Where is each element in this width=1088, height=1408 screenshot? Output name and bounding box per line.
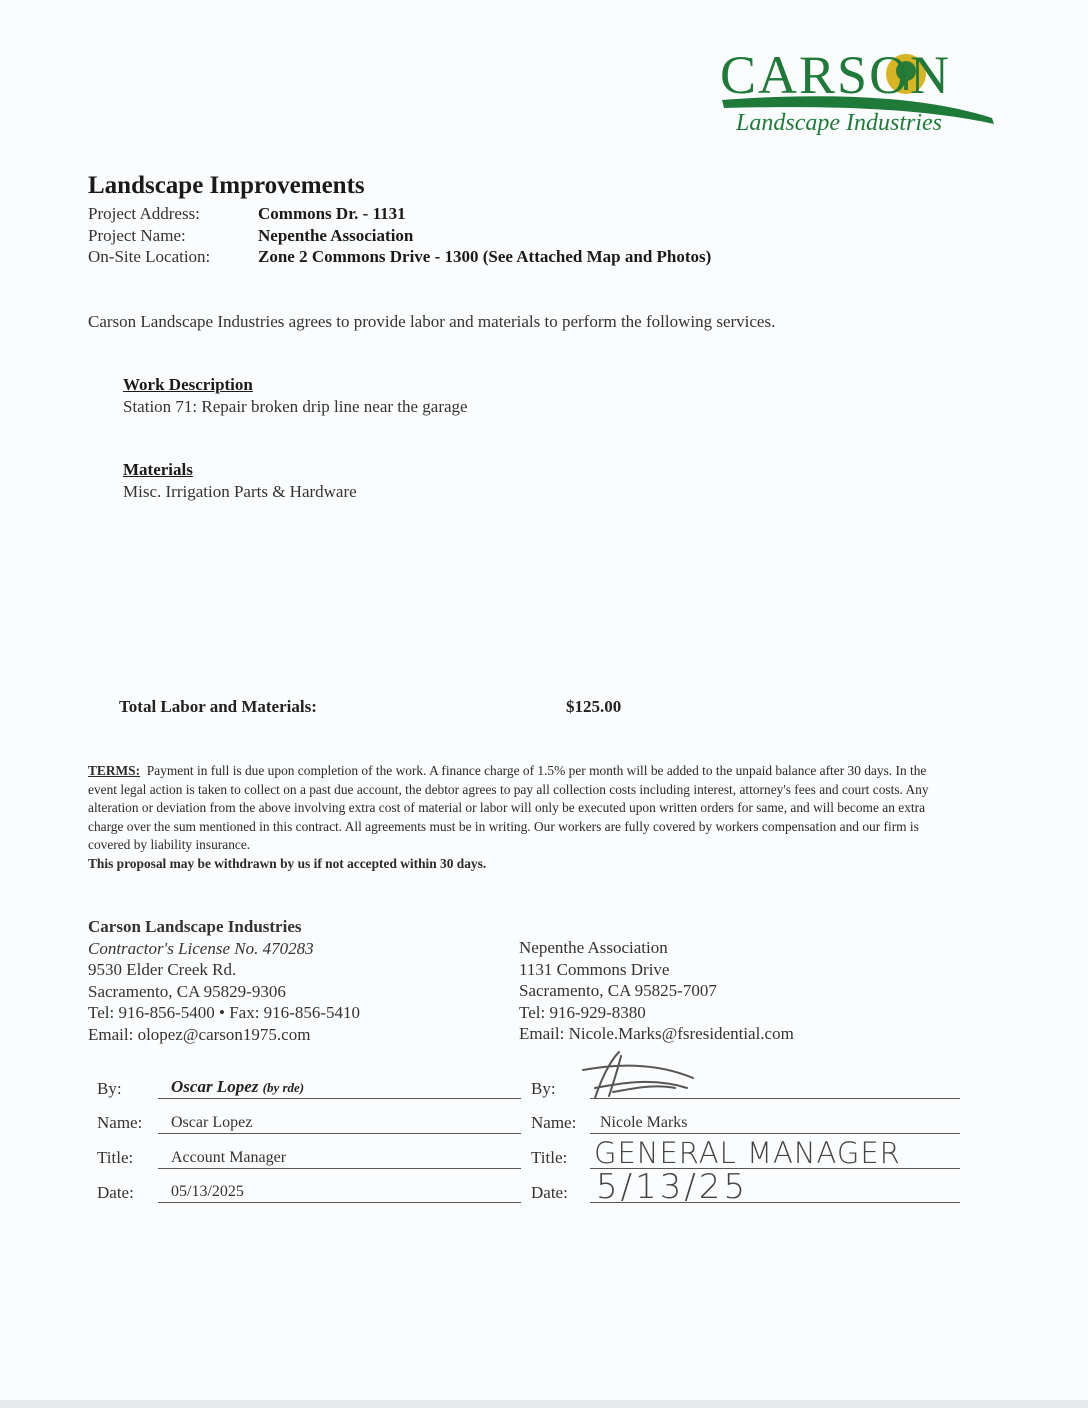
contractor-city: Sacramento, CA 95829-9306 xyxy=(88,981,286,1001)
client-company: Nepenthe Association xyxy=(519,938,668,957)
contractor-name-line xyxy=(158,1133,521,1134)
client-date-line xyxy=(590,1202,960,1203)
client-signature-scribble xyxy=(575,1048,705,1108)
contractor-title-line xyxy=(158,1168,521,1169)
contractor-by-line xyxy=(158,1098,521,1099)
project-name-value: Nepenthe Association xyxy=(258,226,414,245)
contractor-title-label: Title: xyxy=(97,1148,134,1167)
intro-text: Carson Landscape Industries agrees to provide labor and materials to perform the following services. xyxy=(88,312,776,331)
project-address-value: Commons Dr. - 1131 xyxy=(258,204,406,223)
contractor-name-label: Name: xyxy=(97,1113,143,1132)
client-street: 1131 Commons Drive xyxy=(519,959,670,979)
total-value: $125.00 xyxy=(566,697,622,716)
contractor-by-value: Oscar Lopez (by rde) xyxy=(171,1077,305,1096)
contractor-street: 9530 Elder Creek Rd. xyxy=(88,960,237,979)
contractor-by-label: By: xyxy=(97,1079,122,1098)
client-block xyxy=(519,937,794,1045)
terms-body: Payment in full is due upon completion of the work. A finance charge of 1.5% per month will be added to the unpaid balance after 30 days. In the event legal action is taken to collect on a past due account, the debtor agrees to pay all collection costs including interest, attorney's fees and court costs. Any alteration or deviation from the above involving extra cost of material or labor will only be executed upon written orders for same, and will become an extra charge over the sum mentioned in this contract. All agreements must be in writing. Our workers are fully covered by workers compensation and our firm is covered by liability insurance. xyxy=(88,763,929,852)
contractor-date-line xyxy=(158,1202,521,1203)
client-name-line xyxy=(590,1133,960,1134)
client-title-label: Title: xyxy=(531,1148,568,1167)
client-date-value: 5/13/25 xyxy=(596,1167,749,1207)
logo-tagline: Landscape Industries xyxy=(736,110,942,136)
client-email: Email: Nicole.Marks@fsresidential.com xyxy=(519,1024,794,1043)
work-description-heading: Work Description xyxy=(123,375,253,394)
contractor-title-value: Account Manager xyxy=(171,1149,287,1166)
materials-text: Misc. Irrigation Parts & Hardware xyxy=(123,482,357,501)
document-title: Landscape Improvements xyxy=(88,172,365,199)
client-by-line xyxy=(590,1098,960,1099)
contractor-date-label: Date: xyxy=(97,1183,134,1202)
onsite-location-label: On-Site Location: xyxy=(88,247,211,266)
company-logo xyxy=(712,44,1002,144)
terms-paragraph xyxy=(88,762,956,873)
client-by-label: By: xyxy=(531,1079,556,1098)
logo-wordmark: CARSON xyxy=(720,45,952,105)
contractor-license: Contractor's License No. 470283 xyxy=(88,938,314,958)
work-description-text: Station 71: Repair broken drip line near the garage xyxy=(123,397,468,416)
terms-heading: TERMS: xyxy=(88,763,141,778)
client-name-label: Name: xyxy=(531,1113,577,1132)
terms-closing: This proposal may be withdrawn by us if not accepted within 30 days. xyxy=(88,855,487,871)
client-phone: Tel: 916-929-8380 xyxy=(519,1002,646,1022)
client-title-value: GENERAL MANAGER xyxy=(594,1136,901,1170)
project-name-label: Project Name: xyxy=(88,226,186,245)
contractor-phones: Tel: 916-856-5400 • Fax: 916-856-5410 xyxy=(88,1003,361,1022)
contractor-name-value: Oscar Lopez xyxy=(171,1114,253,1131)
client-date-label: Date: xyxy=(531,1183,568,1202)
contractor-date-value: 05/13/2025 xyxy=(171,1183,244,1200)
contractor-block xyxy=(88,916,360,1045)
total-label: Total Labor and Materials: xyxy=(119,697,317,716)
project-address-label: Project Address: xyxy=(88,204,200,223)
client-name-value: Nicole Marks xyxy=(600,1114,688,1131)
materials-heading: Materials xyxy=(123,460,193,479)
contractor-email: Email: olopez@carson1975.com xyxy=(88,1024,311,1044)
onsite-location-value: Zone 2 Commons Drive - 1300 (See Attached Map and Photos) xyxy=(258,247,712,266)
page-bottom-edge xyxy=(0,1400,1088,1408)
client-city: Sacramento, CA 95825-7007 xyxy=(519,981,717,1000)
contractor-company: Carson Landscape Industries xyxy=(88,917,302,936)
